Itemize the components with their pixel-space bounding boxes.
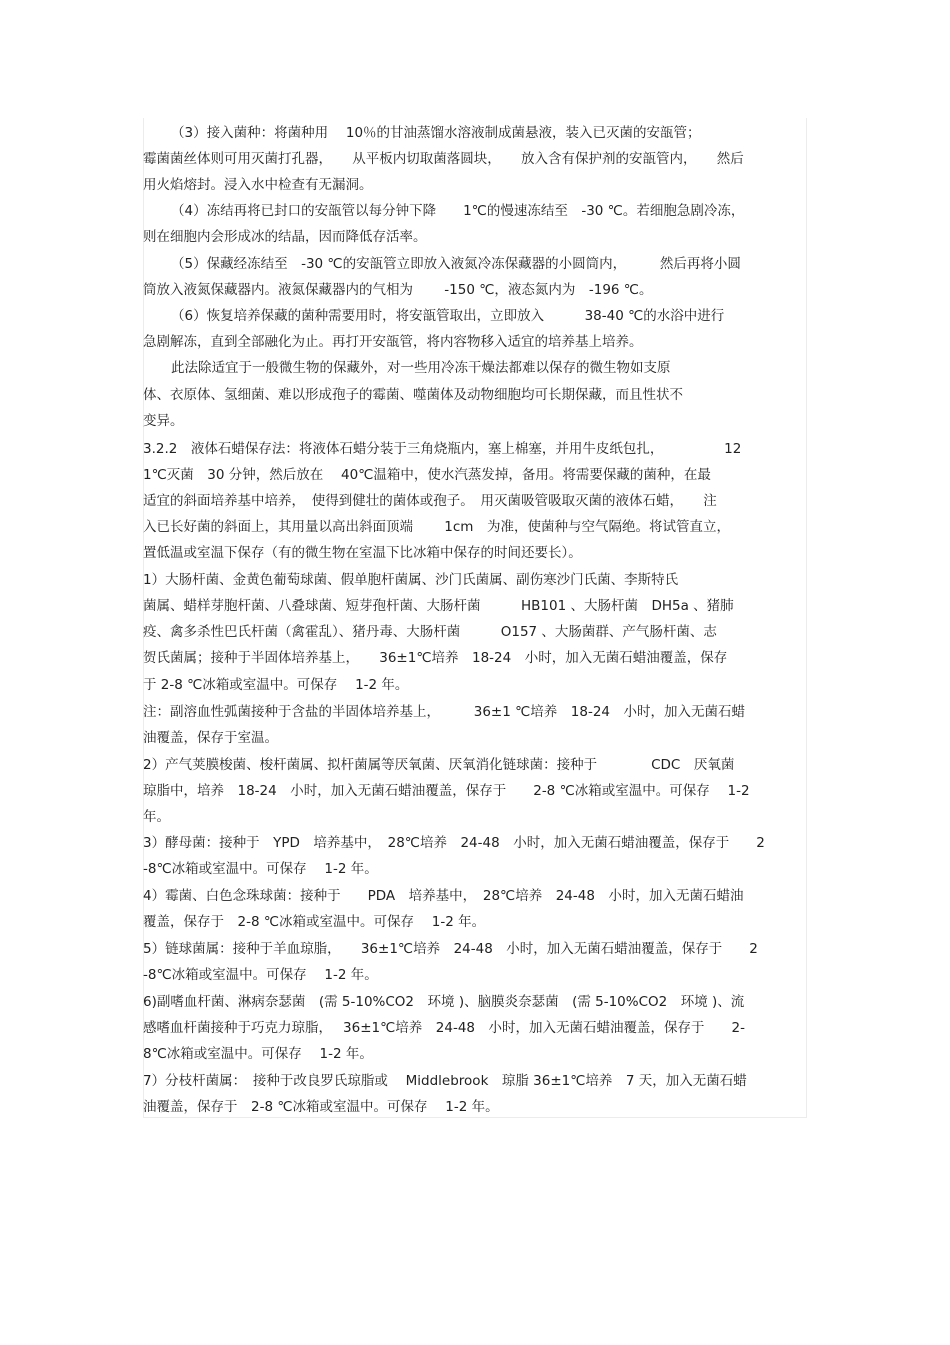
text-line: （6）恢复培养保藏的菌种需要用时，将安瓿管取出，立即放入 38-40 ℃的水浴中进行	[171, 308, 725, 324]
text-line: 置低温或室温下保存（有的微生物在室温下比冰箱中保存的时间还要长）。	[143, 545, 582, 561]
text-line: （5）保藏经冻结至 -30 ℃的安瓿管立即放入液氮冷冻保藏器的小圆筒内， 然后再将小圆	[171, 256, 741, 272]
text-line: -8℃冰箱或室温中。可保存 1-2 年。	[143, 861, 378, 877]
text-line: 则在细胞内会形成冰的结晶，因而降低存活率。	[143, 229, 427, 245]
text-line: 用火焰熔封。浸入水中检查有无漏洞。	[143, 177, 373, 193]
text-line: 2）产气荚膜梭菌、梭杆菌属、拟杆菌属等厌氧菌、厌氧消化链球菌：接种于 CDC 厌氧菌	[143, 757, 735, 773]
text-line: 疫、禽多杀性巴氏杆菌（禽霍乱）、猪丹毒、大肠杆菌 O157 、大肠菌群、产气肠杆菌、志	[143, 624, 717, 640]
text-line: 7）分枝杆菌属： 接种于改良罗氏琼脂或 Middlebrook 琼脂 36±1℃培养 7 天，加入无菌石蜡	[143, 1073, 747, 1089]
text-line: 此法除适宜于一般微生物的保藏外，对一些用冷冻干燥法都难以保存的微生物如支原	[171, 360, 671, 376]
text-line: 1℃灭菌 30 分钟，然后放在 40℃温箱中，使水汽蒸发掉，备用。将需要保藏的菌种，在最	[143, 467, 711, 483]
text-line: 年。	[143, 809, 170, 825]
text-line: 8℃冰箱或室温中。可保存 1-2 年。	[143, 1046, 373, 1062]
text-line: 4）霉菌、白色念珠球菌：接种于 PDA 培养基中， 28℃培养 24-48 小时，加入无菌石蜡油	[143, 888, 744, 904]
text-line: 适宜的斜面培养基中培养， 使得到健壮的菌体或孢子。 用灭菌吸管吸取灭菌的液体石蜡， 注	[143, 493, 717, 509]
text-line: 5）链球菌属：接种于羊血琼脂， 36±1℃培养 24-48 小时，加入无菌石蜡油覆盖，保存于 2	[143, 941, 758, 957]
text-line: 琼脂中，培养 18-24 小时，加入无菌石蜡油覆盖，保存于 2-8 ℃冰箱或室温中。可保存 1-2	[143, 783, 750, 799]
text-line: 6)副嗜血杆菌、淋病奈瑟菌 (需 5-10%CO2 环境 )、脑膜炎奈瑟菌 (需 5-10%CO2 环境 )、流	[143, 994, 745, 1010]
text-line: 贺氏菌属；接种于半固体培养基上， 36±1℃培养 18-24 小时，加入无菌石蜡油覆盖，保存	[143, 650, 728, 666]
text-line: 变异。	[143, 413, 184, 429]
text-line: 感嗜血杆菌接种于巧克力琼脂， 36±1℃培养 24-48 小时，加入无菌石蜡油覆盖，保存于 2-	[143, 1020, 745, 1036]
text-line: （4）冻结再将已封口的安瓿管以每分钟下降 1℃的慢速冻结至 -30 ℃。若细胞急剧冷冻，	[171, 203, 745, 219]
text-line: 1）大肠杆菌、金黄色葡萄球菌、假单胞杆菌属、沙门氏菌属、副伤寒沙门氏菌、李斯特氏	[143, 572, 679, 588]
text-line: 3.2.2 液体石蜡保存法：将液体石蜡分装于三角烧瓶内，塞上棉塞，并用牛皮纸包扎， 12	[143, 441, 742, 457]
text-line: 体、衣原体、氢细菌、难以形成孢子的霉菌、噬菌体及动物细胞均可长期保藏，而且性状不	[143, 387, 683, 403]
text-line: 注：副溶血性弧菌接种于含盐的半固体培养基上， 36±1 ℃培养 18-24 小时，加入无菌石蜡	[143, 704, 746, 720]
text-line: （3）接入菌种：将菌种用 10％的甘油蒸馏水溶液制成菌悬液，装入已灭菌的安瓿管；	[171, 125, 701, 141]
text-line: 筒放入液氮保藏器内。液氮保藏器内的气相为 -150 ℃，液态氮内为 -196 ℃。	[143, 282, 653, 298]
text-line: 于 2-8 ℃冰箱或室温中。可保存 1-2 年。	[143, 677, 409, 693]
text-line: 急剧解冻，直到全部融化为止。再打开安瓿管，将内容物移入适宜的培养基上培养。	[143, 334, 643, 350]
text-line: -8℃冰箱或室温中。可保存 1-2 年。	[143, 967, 378, 983]
text-line: 霉菌菌丝体则可用灭菌打孔器， 从平板内切取菌落圆块， 放入含有保护剂的安瓿管内， 然后	[143, 151, 744, 167]
text-line: 3）酵母菌：接种于 YPD 培养基中， 28℃培养 24-48 小时，加入无菌石蜡油覆盖，保存于 2	[143, 835, 765, 851]
text-line: 入已长好菌的斜面上，其用量以高出斜面顶端 1cm 为准，使菌种与空气隔绝。将试管直立，	[143, 519, 730, 535]
text-line: 油覆盖，保存于室温。	[143, 730, 278, 746]
text-line: 菌属、蜡样芽胞杆菌、八叠球菌、短芽孢杆菌、大肠杆菌 HB101 、大肠杆菌 DH5a 、猪肺	[143, 598, 734, 614]
text-line: 覆盖，保存于 2-8 ℃冰箱或室温中。可保存 1-2 年。	[143, 914, 486, 930]
text-line: 油覆盖，保存于 2-8 ℃冰箱或室温中。可保存 1-2 年。	[143, 1099, 499, 1115]
